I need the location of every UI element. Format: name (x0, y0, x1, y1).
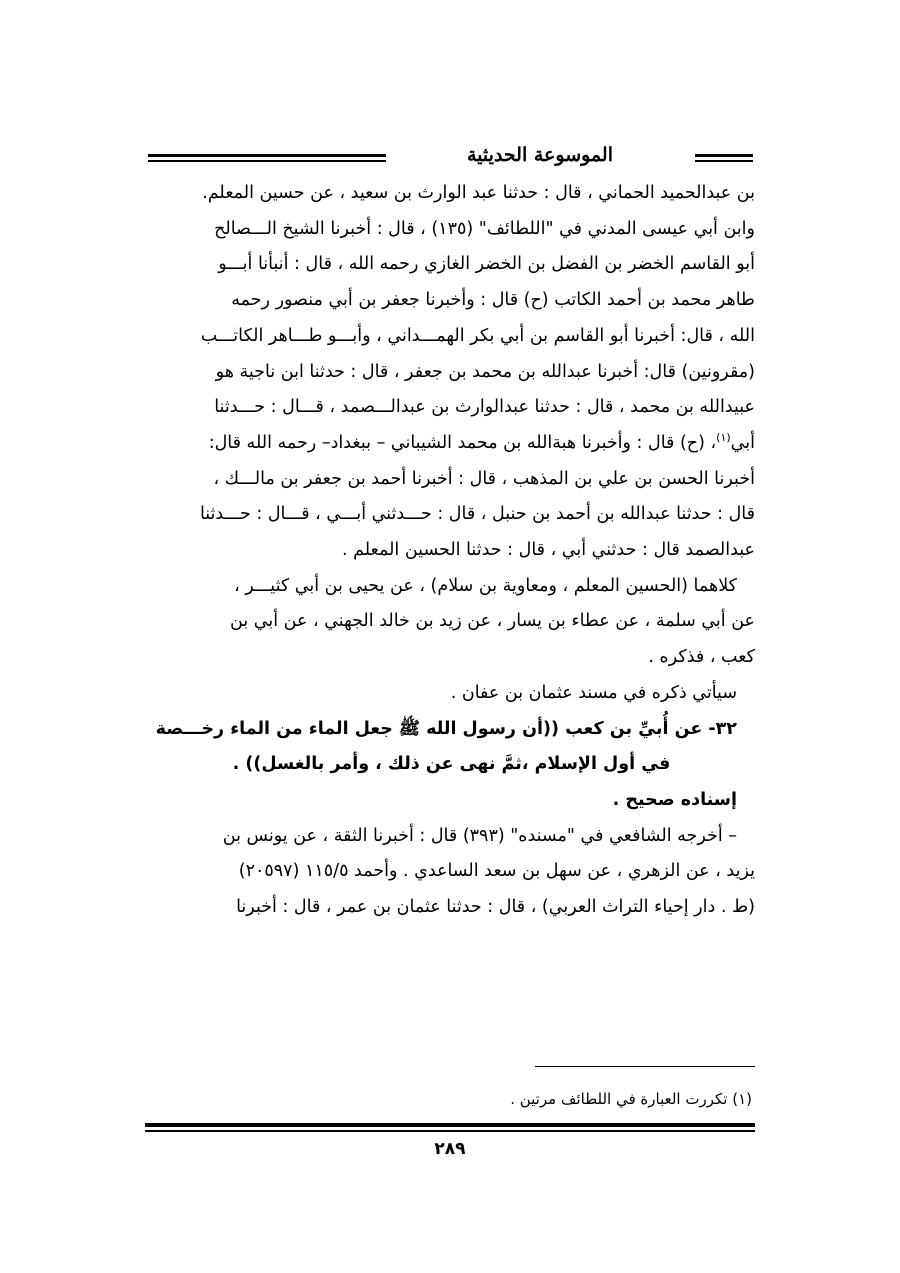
text-line: – أخرجه الشافعي في "مسنده" (٣٩٣) قال : أخبرنا الثقة ، عن يونس بن (222, 825, 737, 846)
text-line: الله ، قال: أخبرنا أبو القاسم بن أبي بكر الهمـــداني ، وأبـــو طـــاهر الكاتـــب (200, 325, 755, 346)
text-line: كلاهما (الحسين المعلم ، ومعاوية بن سلام) ، عن يحيى بن أبي كثيـــر ، (234, 575, 737, 596)
text-line: أخبرنا الحسن بن علي بن المذهب ، قال : أخبرنا أحمد بن جعفر بن مالـــك ، (213, 468, 755, 489)
text-line (148, 426, 755, 462)
header-rule-left (148, 154, 386, 162)
running-header-title: الموسوعة الحديثية (467, 144, 613, 166)
text-line: يزيد ، عن الزهري ، عن سهل بن سعد الساعدي . وأحمد ١١٥/٥ (٢٠٥٩٧) (238, 861, 755, 882)
text-fragment: ، (ح) قال : وأخبرنا هبةالله بن محمد الشيباني – ببغداد– رحمه الله قال: (208, 432, 717, 453)
text-line: بن عبدالحميد الحماني ، قال : حدثنا عبد الوارث بن سعيد ، عن حسين المعلم. (202, 183, 755, 203)
grading: إسناده صحيح . (612, 789, 737, 810)
footnote-separator (535, 1066, 755, 1067)
text-fragment: أبي (730, 432, 755, 453)
text-line: عبدالصمد قال : حدثني أبي ، قال : حدثنا الحسين المعلم . (341, 540, 755, 561)
text-line: (مقرونين) قال: أخبرنا عبدالله بن محمد بن جعفر ، قال : حدثنا ابن ناجية هو (215, 361, 755, 382)
page-number: ٢٨٩ (434, 1139, 466, 1159)
hadith-text: في أول الإسلام ،ثمَّ نهى عن ذلك ، وأمر بالغسل)) . (232, 754, 671, 775)
footer-rule (145, 1123, 755, 1132)
text-line: طاهر محمد بن أحمد الكاتب (ح) قال : وأخبرنا جعفر بن أبي منصور رحمه (231, 290, 755, 311)
text-line: كعب ، فذكره . (648, 647, 755, 668)
main-text (148, 176, 755, 926)
text-line: عبيدالله بن محمد ، قال : حدثنا عبدالوارث بن عبدالـــصمد ، قـــال : حـــدثنا (214, 397, 755, 418)
header-rule-right (695, 154, 753, 162)
text-line: سيأتي ذكره في مسند عثمان بن عفان . (450, 682, 737, 703)
footnote: (١) تكررت العبارة في اللطائف مرتين . (510, 1090, 752, 1108)
footnote-marker[interactable]: (١) (716, 431, 731, 445)
text-line: قال : حدثنا عبدالله بن أحمد بن حنبل ، قال : حـــدثني أبـــي ، قـــال : حـــدثنا (199, 504, 755, 525)
text-line: عن أبي سلمة ، عن عطاء بن يسار ، عن زيد بن خالد الجهني ، عن أبي بن (230, 611, 755, 632)
text-line: أبو القاسم الخضر بن الفضل بن الخضر الغازي رحمه الله ، قال : أنبأنا أبـــو (218, 254, 755, 275)
hadith-text: ٣٢- عن أُبيِّ بن كعب ((أن رسول الله ﷺ جعل الماء من الماء رخـــصة (155, 718, 737, 739)
text-line: (ط . دار إحياء التراث العربي) ، قال : حدثنا عثمان بن عمر ، قال : أخبرنا (236, 897, 755, 918)
text-line: وابن أبي عيسى المدني في "اللطائف" (١٣٥) ، قال : أخبرنا الشيخ الـــصالح (214, 218, 755, 239)
